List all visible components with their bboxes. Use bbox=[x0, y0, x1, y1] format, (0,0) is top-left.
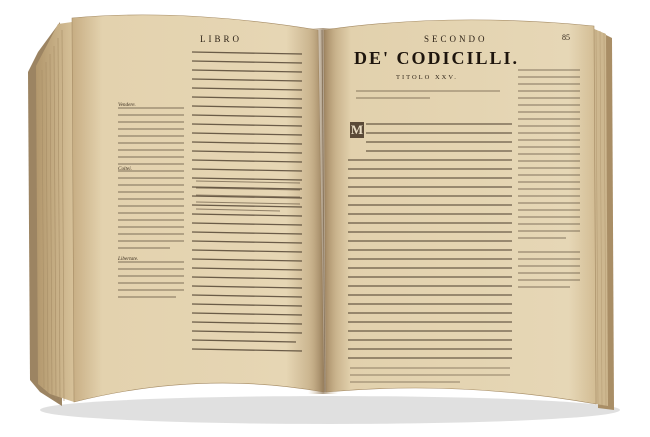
margin-note-coltei: Coltei. bbox=[118, 166, 132, 172]
book-shadow bbox=[40, 396, 620, 424]
right-page bbox=[324, 20, 596, 404]
right-page-number: 85 bbox=[562, 33, 570, 42]
gutter-shadow bbox=[308, 28, 338, 394]
left-page bbox=[72, 15, 324, 402]
right-running-head: SECONDO bbox=[424, 34, 488, 44]
chapter-heading: DE' CODICILLI. bbox=[354, 48, 520, 68]
margin-note-libertate: Libertate. bbox=[118, 256, 139, 262]
title-line: TITOLO XXV. bbox=[396, 74, 458, 81]
drop-cap: M bbox=[350, 122, 364, 137]
margin-note-vendere: Vendere. bbox=[118, 102, 136, 108]
left-running-head: LIBRO bbox=[200, 34, 242, 44]
